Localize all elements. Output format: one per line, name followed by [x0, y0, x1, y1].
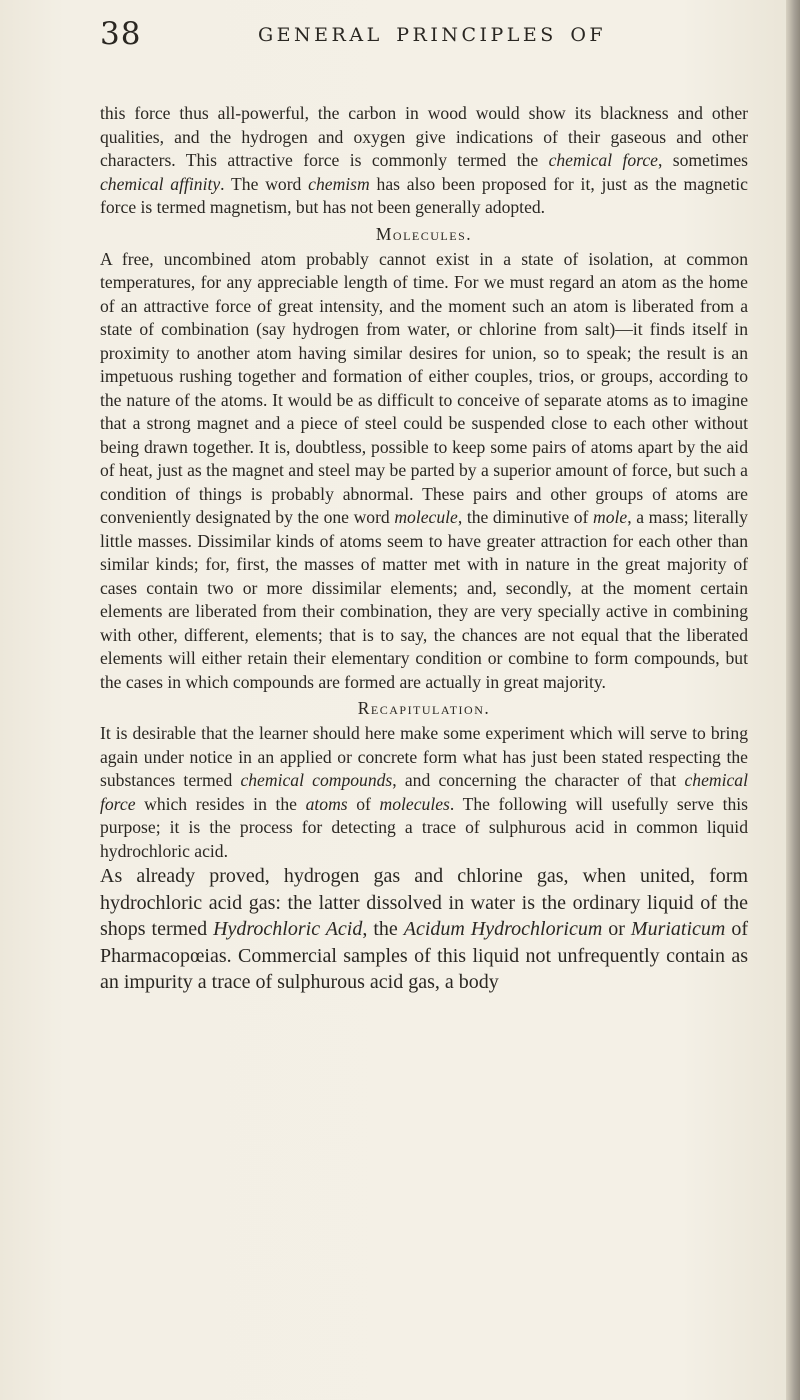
page-number: 38	[100, 16, 142, 52]
paragraph-chemical-force: this force thus all-powerful, the carbon in wood would show its blackness and other qualities, and the hydrogen and oxygen give indications of their gaseous and other characters. This attractive force is commonly termed the chemical force, sometimes chemical affinity. The word chemism has also been proposed for it, just as the magnetic force is termed magnetism, but has not been generally adopted.	[100, 103, 748, 217]
large-type-block	[100, 863, 748, 996]
paragraph-hydrochloric-acid: As already proved, hydrogen gas and chlorine gas, when united, form hydrochloric acid gas: the latter dissolved in water is the ordinary liquid of the shops termed Hydrochloric Acid, the Acidum Hydrochloricum or Muriaticum of Pharmacopœias. Commercial samples of this liquid not unfrequently contain as an impurity a trace of sulphurous acid gas, a body	[100, 865, 748, 993]
section-heading-molecules: Molecules.	[375, 223, 473, 244]
book-spine-edge	[786, 0, 800, 1400]
running-head: GENERAL PRINCIPLES OF	[258, 24, 607, 46]
page-header	[100, 16, 740, 56]
section-heading-recapitulation: Recapitulation.	[357, 698, 491, 718]
page-body	[100, 102, 748, 996]
paragraph-recapitulation: It is desirable that the learner should here make some experiment which will serve to bring again under notice in an applied or concrete form what has just been stated respecting the substances termed chemical compounds, and concerning the character of that chemical force which resides in the atoms of molecules. The following will usefully serve this purpose; it is the process for detecting a trace of sulphurous acid in common liquid hydrochloric acid.	[100, 723, 748, 861]
paragraph-molecules: A free, uncombined atom probably cannot exist in a state of isolation, at common temperatures, for any appreciable length of time. For we must regard an atom as the home of an attractive force of great intensity, and the moment such an atom is liberated from a state of combination (say hydrogen from water, or chlorine from salt)—it finds itself in proximity to another atom having similar desires for union, so to speak; the result is an impetuous rushing together and formation of either couples, trios, or groups, according to the nature of the atoms. It would be as difficult to conceive of separate atoms as to imagine that a strong magnet and a piece of steel could be suspended close to each other without being drawn together. It is, doubtless, possible to keep some pairs of atoms apart by the aid of heat, just as the magnet and steel may be parted by a superior amount of force, but such a condition of things is probably abnormal. These pairs and other groups of atoms are conveniently designated by the one word molecule, the diminutive of mole, a mass; literally little masses. Dissimilar kinds of atoms seem to have greater attraction for each other than similar kinds; for, first, the masses of matter met with in nature in the great majority of cases contain two or more dissimilar elements; and, secondly, at the moment certain elements are liberated from their combination, they are very specially active in combining with other, different, elements; that is to say, the chances are not equal that the liberated elements will either retain their elementary condition or combine to form compounds, but the cases in which compounds are formed are actually in great majority.	[100, 248, 748, 692]
